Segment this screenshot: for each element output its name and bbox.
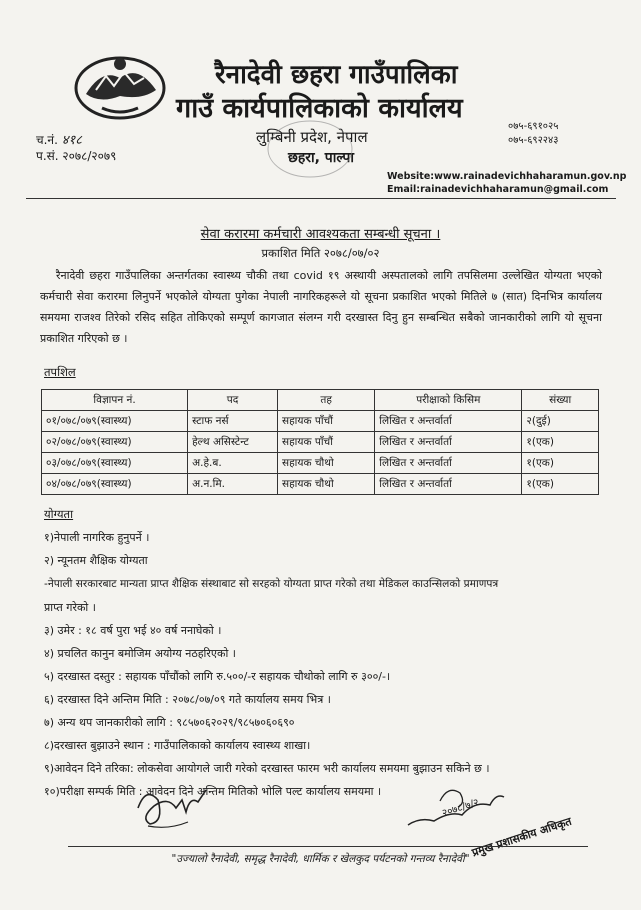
table-cell: सहायक पाँचौं [277, 411, 374, 432]
table-cell: लिखित र अन्तर्वार्ता [375, 453, 522, 474]
table-header-row [42, 390, 599, 411]
table-cell: सहायक चौथो [277, 453, 374, 474]
list-item: २) न्यूनतम शैक्षिक योग्यता [44, 554, 148, 567]
province-name: लुम्बिनी प्रदेश, नेपाल [256, 128, 368, 146]
qualifications-heading: योग्यता [44, 507, 74, 521]
details-heading: तपशिल [44, 365, 76, 379]
table-cell: सहायक चौथो [277, 474, 374, 495]
nepal-emblem-icon [72, 50, 168, 122]
header-divider [26, 198, 616, 199]
reference-number: च.नं. ४१८ [36, 133, 83, 148]
footer-divider [68, 846, 588, 847]
list-item: -नेपाली सरकारबाट मान्यता प्राप्त शैक्षिक संस्थाबाट सो सरहको योग्यता प्राप्त गरेको तथा मेडिकल काउन्सिलको प्रमाणपत्र [44, 578, 499, 590]
table-cell: १(एक) [522, 474, 599, 495]
table-cell: ०२/०७८/०७९(स्वास्थ्य) [42, 432, 188, 453]
table-row [42, 474, 599, 495]
list-item: ५) दरखास्त दस्तुर : सहायक पाँचौंको लागि रु.५००/-र सहायक चौथोको लागि रु ३००/-। [44, 670, 391, 683]
officer-title: प्रमुख प्रशासकीय अधिकृत [470, 814, 574, 860]
published-date: प्रकाशित मिति २०७८/०७/०२ [261, 246, 380, 260]
fiscal-year: प.सं. २०७८/२०७९ [36, 149, 117, 163]
table-cell: हेल्थ असिस्टेन्ट [188, 432, 278, 453]
signature-date: २०७८/७/२ [440, 797, 481, 820]
list-item: ७) अन्य थप जानकारीको लागि : ९८५७०६२०२९/९८५७०६०६९० [44, 716, 295, 729]
table-cell: लिखित र अन्तर्वार्ता [375, 432, 522, 453]
column-header: विज्ञापन नं. [42, 390, 188, 411]
table-cell: ०४/०७८/०७९(स्वास्थ्य) [42, 474, 188, 495]
vacancy-table [41, 389, 599, 495]
notice-body: रैनादेवी छहरा गाउँपालिका अन्तर्गतका स्वास्थ्य चौकी तथा covid १९ अस्थायी अस्पतालको लागि तपसिलमा उल्लेखित योग्यता भएको कर्मचारी सेवा करारमा लिनुपर्ने भएकोले योग्यता पुगेका नेपाली नागरिकहरूले यो सूचना प्रकाशित भएको मितिले ७ (सात) दिनभित्र कार्यालय समयमा राजश्व तिरेको रसिद सहित तोकिएको सम्पूर्ण कागजात संलग्न गरी दरखास्त दिनु हुन सम्बन्धित सबैको जानकारीको लागि यो सूचना प्रकाशित गरिएको छ । [40, 269, 602, 345]
place-name: छहरा, पाल्पा [288, 150, 354, 166]
list-item: ६) दरखास्त दिने अन्तिम मिति : २०७८/०७/०९ गते कार्यालय समय भित्र । [44, 693, 331, 706]
table-row [42, 411, 599, 432]
municipality-name: रैनादेवी छहरा गाउँपालिका [215, 60, 458, 90]
column-header: संख्या [522, 390, 599, 411]
list-item: ४) प्रचलित कानुन बमोजिम अयोग्य नठहरिएको । [44, 647, 236, 660]
office-stamp-icon [264, 118, 356, 180]
table-cell: लिखित र अन्तर्वार्ता [375, 411, 522, 432]
table-cell: १(एक) [522, 453, 599, 474]
column-header: परीक्षाको किसिम [375, 390, 522, 411]
column-header: तह [277, 390, 374, 411]
email-link[interactable]: Email:rainadevichhaharamun@gmail.com [387, 184, 609, 195]
notice-title: सेवा करारमा कर्मचारी आवश्यकता सम्बन्धी सूचना । [200, 227, 441, 242]
table-cell: अ.हे.ब. [188, 453, 278, 474]
list-item: १)नेपाली नागरिक हुनुपर्ने । [44, 531, 150, 544]
table-cell: ०३/०७८/०७९(स्वास्थ्य) [42, 453, 188, 474]
table-row [42, 453, 599, 474]
table-row [42, 432, 599, 453]
table-cell: स्टाफ नर्स [188, 411, 278, 432]
footer-slogan: "उज्यालो रैनादेवी, समृद्ध रैनादेवी, धार्मिक र खेलकुद पर्यटनको गन्तव्य रैनादेवी" [171, 853, 470, 865]
table-cell: ०१/०७८/०७९(स्वास्थ्य) [42, 411, 188, 432]
signature-left-icon [128, 778, 218, 833]
list-item: ८)दरखास्त बुझाउने स्थान : गाउँपालिकाको कार्यालय स्वास्थ्य शाखा। [44, 739, 311, 752]
list-item: ३) उमेर : १८ वर्ष पुरा भई ४० वर्ष ननाघेको । [44, 624, 222, 637]
list-item: १०)परीक्षा सम्पर्क मिति : आवेदन दिने अन्तिम मितिको भोलि पल्ट कार्यालय समयमा । [44, 785, 382, 798]
table-cell: अ.न.मि. [188, 474, 278, 495]
website-link[interactable]: Website:www.rainadevichhaharamun.gov.np [387, 171, 627, 182]
table-cell: १(एक) [522, 432, 599, 453]
column-header: पद [188, 390, 278, 411]
table-cell: सहायक पाँचौं [277, 432, 374, 453]
table-cell: लिखित र अन्तर्वार्ता [375, 474, 522, 495]
list-item: ९)आवेदन दिने तरिका: लोकसेवा आयोगले जारी गरेको दरखास्त फारम भरी कार्यालय समयमा बुझाउन सकिने छ । [44, 762, 490, 775]
table-cell: २(दुई) [522, 411, 599, 432]
phone-number-1: ०७५-६९१०२५ [508, 121, 559, 132]
office-name: गाउँ कार्यपालिकाको कार्यालय [176, 93, 463, 124]
phone-number-2: ०७५-६९२२४३ [508, 135, 559, 146]
list-item: प्राप्त गरेको । [44, 601, 96, 614]
